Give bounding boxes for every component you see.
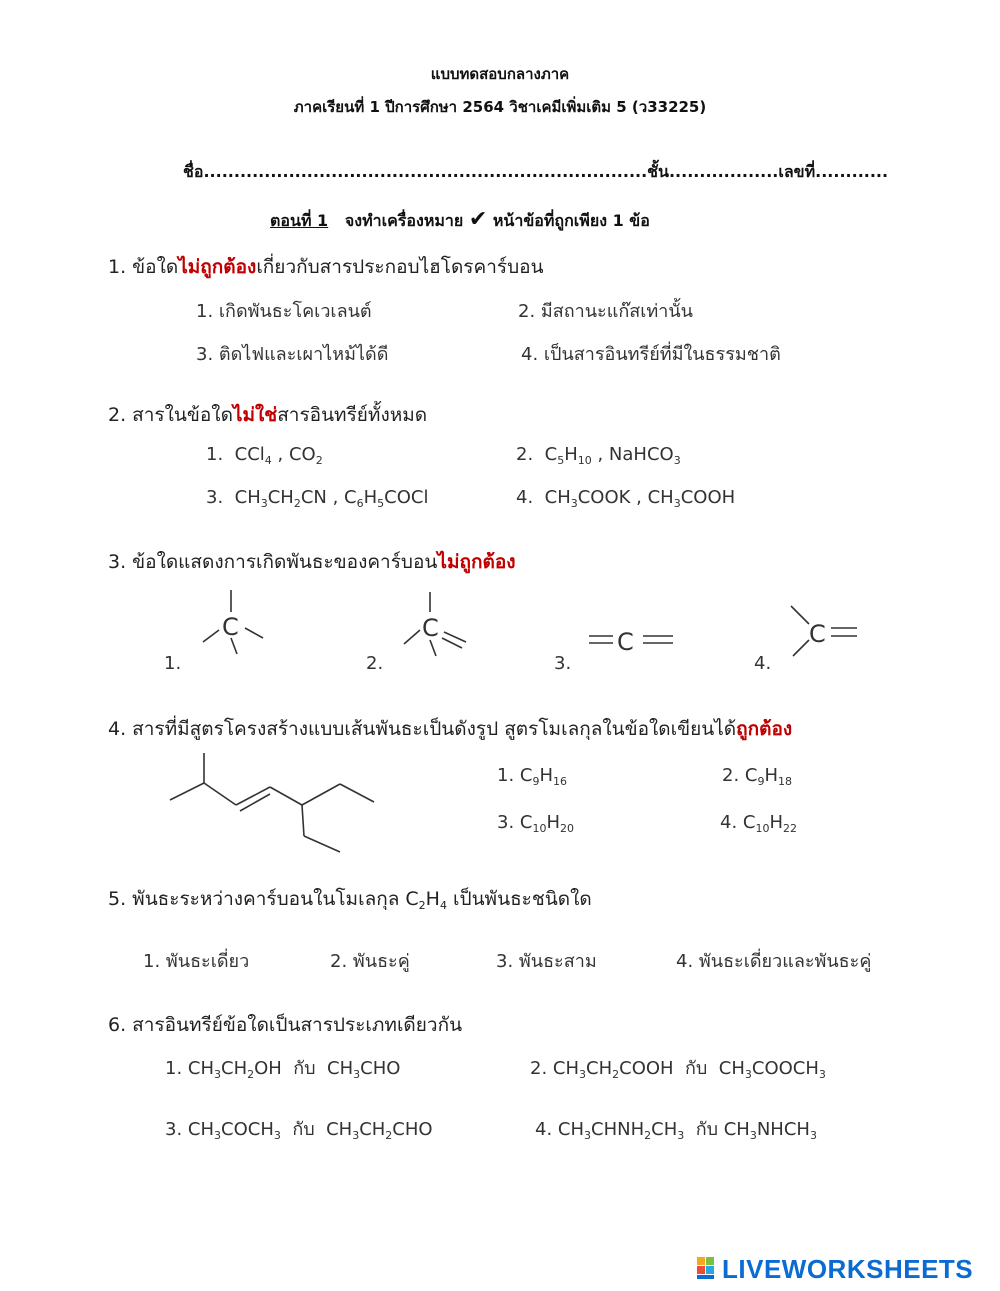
q4-option-1[interactable]: 1. $C_9H_{16}$ (497, 765, 568, 788)
q6-option-3-connector: กับ (292, 1119, 315, 1140)
student-info-line (183, 160, 888, 185)
q6-option-4-number: 4. (535, 1119, 553, 1140)
q4-option-3-number: 3. (497, 812, 515, 833)
question-2-highlight: ไม่ใช่ (232, 404, 278, 426)
q4-option-3[interactable]: 3. $C_{10}H_{20}$ (497, 812, 575, 835)
exam-subtitle: ภาคเรียนที่ 1 ปีการศึกษา 2564 วิชาเคมีเพิ่มเติม 5 (ว33225) (293, 98, 707, 116)
number-label: เลขที่ (778, 162, 816, 181)
q6-option-3[interactable]: 3. $CH_3COCH_3$ กับ $CH_3CH_2CHO$ (165, 1119, 433, 1142)
question-3-prefix: 3. ข้อใดแสดงการเกิดพันธะของคาร์บอน (108, 551, 438, 573)
q5-option-3[interactable]: 3. พันธะสาม (496, 951, 597, 972)
question-5-suffix: เป็นพันธะชนิดใด (453, 888, 592, 910)
q6-option-2[interactable]: 2. $CH_3CH_2COOH$ กับ $CH_3COOCH_3$ (530, 1058, 826, 1081)
question-1 (108, 252, 544, 282)
instruction-text-a: จงทำเครื่องหมาย (344, 211, 464, 230)
question-5: 5. พันธะระหว่างคาร์บอนในโมเลกุล $C_2H_4$ เป็นพันธะชนิดใด (108, 888, 592, 912)
name-label: ชื่อ (183, 162, 204, 181)
q5-option-1[interactable]: 1. พันธะเดี่ยว (143, 951, 250, 972)
q3-option-2[interactable]: 2. (366, 653, 384, 674)
number-blank: ............ (815, 162, 889, 181)
q2-option-4-number: 4. (516, 487, 534, 508)
section-instruction (270, 207, 650, 234)
q1-option-4[interactable]: 4. เป็นสารอินทรีย์ที่มีในธรรมชาติ (521, 344, 781, 365)
q2-option-2-number: 2. (516, 444, 534, 465)
q2-option-3-number: 3. (206, 487, 224, 508)
exam-title: แบบทดสอบกลางภาค (430, 65, 570, 83)
q3-option-4[interactable]: 4. (754, 653, 772, 674)
q3-structure-3-carbon: C (617, 628, 634, 656)
q1-option-1[interactable]: 1. เกิดพันธะโคเวเลนต์ (196, 301, 372, 322)
q3-structure-3 (585, 618, 680, 658)
q6-option-2-connector: กับ (685, 1058, 708, 1079)
name-blank: ......................................................................... (203, 162, 648, 181)
q3-option-3[interactable]: 3. (554, 653, 572, 674)
question-6: 6. สารอินทรีย์ข้อใดเป็นสารประเภทเดียวกัน (108, 1014, 463, 1036)
q3-structure-4-carbon: C (809, 620, 826, 648)
q3-structure-2-carbon: C (422, 614, 439, 642)
class-label: ชั้น (647, 162, 669, 181)
q3-structure-1 (195, 588, 275, 660)
q3-option-1[interactable]: 1. (164, 653, 182, 674)
q5-option-2[interactable]: 2. พันธะคู่ (330, 951, 410, 972)
question-4 (108, 714, 792, 744)
q2-option-1-number: 1. (206, 444, 224, 465)
q6-option-2-number: 2. (530, 1058, 548, 1079)
q4-option-4-number: 4. (720, 812, 738, 833)
question-2-suffix: สารอินทรีย์ทั้งหมด (277, 404, 428, 426)
liveworksheets-logo-icon (697, 1257, 717, 1281)
question-4-highlight: ถูกต้อง (736, 718, 793, 740)
q4-option-2-number: 2. (722, 765, 740, 786)
q1-option-3[interactable]: 3. ติดไฟและเผาไหม้ได้ดี (196, 344, 389, 365)
instruction-text-b: หน้าข้อที่ถูกเพียง 1 ข้อ (492, 211, 650, 230)
q2-option-1[interactable]: 1. CCl$_4$ , $CO_2$ (206, 444, 323, 467)
question-2-prefix: 2. สารในข้อใด (108, 404, 233, 426)
q3-structure-1-carbon: C (222, 613, 239, 641)
q4-option-1-number: 1. (497, 765, 515, 786)
question-1-prefix: 1. ข้อใด (108, 256, 179, 278)
q6-option-1[interactable]: 1. $CH_3CH_2OH$ กับ $CH_3CHO$ (165, 1058, 401, 1081)
question-2 (108, 400, 427, 430)
q4-option-4[interactable]: 4. $C_{10}H_{22}$ (720, 812, 798, 835)
q6-option-1-number: 1. (165, 1058, 183, 1079)
q2-option-2[interactable]: 2. $C_5H_{10}$ , NaHCO$_3$ (516, 444, 681, 467)
q6-option-1-connector: กับ (293, 1058, 316, 1079)
q4-option-2[interactable]: 2. $C_9H_{18}$ (722, 765, 793, 788)
q2-option-4[interactable]: 4. $CH_3COOK$ , $CH_3COOH$ (516, 487, 736, 510)
question-3-highlight: ไม่ถูกต้อง (437, 551, 516, 573)
section-label: ตอนที่ 1 (270, 211, 329, 230)
check-mark-icon: ✔ (468, 207, 488, 232)
q1-option-2[interactable]: 2. มีสถานะแก๊สเท่านั้น (518, 301, 693, 322)
class-blank: .................. (668, 162, 779, 181)
question-4-prefix: 4. สารที่มีสูตรโครงสร้างแบบเส้นพันธะเป็นดังรูป สูตรโมเลกุลในข้อใดเขียนได้ (108, 718, 737, 740)
q6-option-4[interactable]: 4. $CH_3CHNH_2CH_3$ กับ $CH_3NHCH_3$ (535, 1119, 817, 1142)
q4-skeletal-structure (160, 748, 390, 858)
q2-option-3[interactable]: 3. $CH_3CH_2CN$ , $C_6H_5COCl$ (206, 487, 429, 510)
q3-structure-4 (785, 600, 865, 664)
question-1-suffix: เกี่ยวกับสารประกอบไฮโดรคาร์บอน (256, 256, 544, 278)
liveworksheets-brand: LIVEWORKSHEETS (722, 1254, 974, 1284)
q6-option-3-number: 3. (165, 1119, 183, 1140)
q3-structure-2 (398, 590, 478, 662)
question-5-prefix: 5. พันธะระหว่างคาร์บอนในโมเลกุล (108, 888, 400, 910)
question-3 (108, 547, 516, 577)
q5-option-4[interactable]: 4. พันธะเดี่ยวและพันธะคู่ (676, 951, 872, 972)
question-1-highlight: ไม่ถูกต้อง (178, 256, 257, 278)
q6-option-4-connector: กับ (695, 1119, 719, 1140)
